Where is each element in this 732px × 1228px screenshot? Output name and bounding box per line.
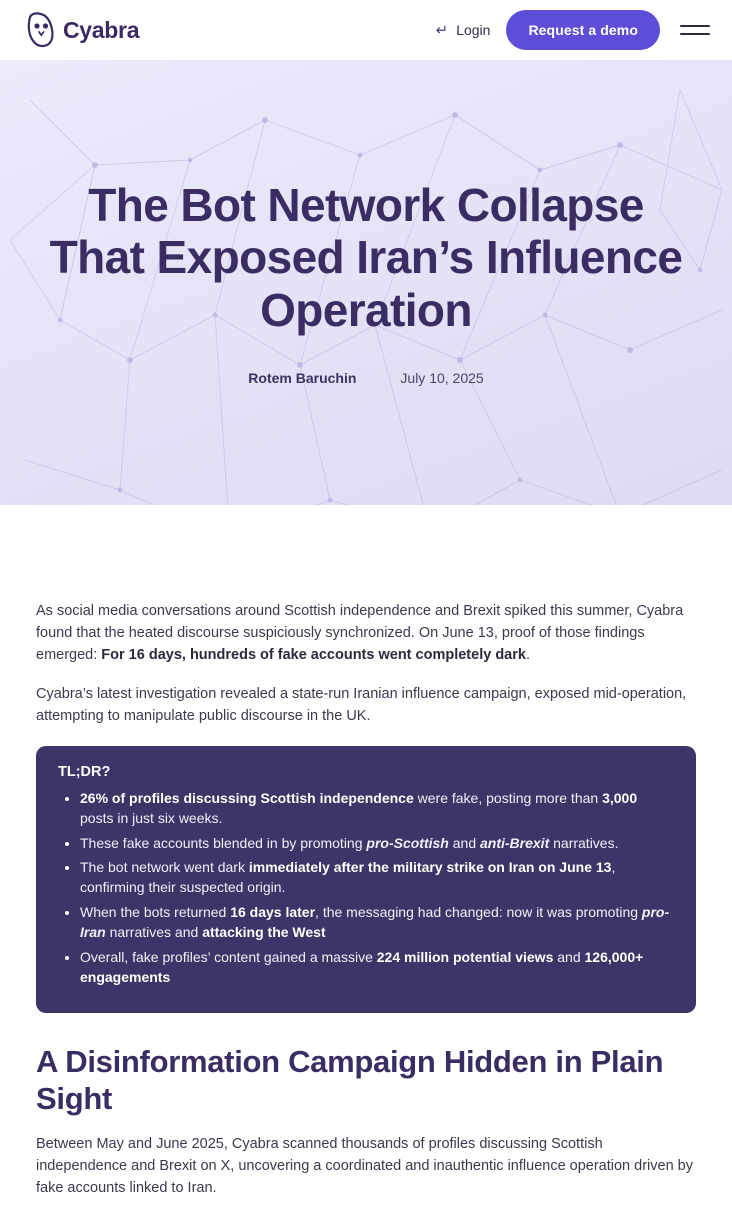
- logo[interactable]: [26, 11, 139, 49]
- article-date: July 10, 2025: [400, 370, 484, 387]
- article-meta: [28, 370, 704, 386]
- list-item: [58, 948, 674, 988]
- article-body: [0, 505, 732, 1228]
- page-title: The Bot Network Collapse That Exposed Iran’s Influence Operation: [49, 178, 683, 336]
- intro-p1-pre: As social media conversations around Scottish independence and Brexit spiked this summer, Cyabra found that the heated discourse suspiciously synchronized. On June 13, proof of those findings emerged:: [36, 603, 684, 663]
- list-item: [58, 858, 674, 898]
- request-demo-button[interactable]: Request a demo: [506, 10, 660, 50]
- hamburger-menu-icon[interactable]: [680, 19, 710, 41]
- tldr-1-i1: pro-Scottish: [366, 834, 449, 851]
- tldr-3-b1: 16 days later: [230, 904, 316, 921]
- tldr-0-t2: posts in just six weeks.: [80, 809, 223, 826]
- tldr-0-t1: were fake, posting more than: [413, 789, 603, 806]
- login-link[interactable]: Login: [456, 22, 491, 38]
- section-paragraph-1: Between May and June 2025, Cyabra scanned thousands of profiles discussing Scottish independence and Brexit on X, uncovering a coordinated and inauthentic influence operation driven by fake accounts linked to Iran.: [36, 1136, 693, 1196]
- tldr-title: TL;DR?: [58, 763, 111, 780]
- tldr-3-t2: , the messaging had changed: now it was promoting: [315, 904, 642, 921]
- section-heading: A Disinformation Campaign Hidden in Plain Sight: [36, 1043, 664, 1117]
- tldr-4-t1: Overall, fake profiles’ content gained a massive: [80, 948, 377, 965]
- tldr-4-b1: 224 million potential views: [376, 948, 554, 965]
- tldr-3-t1: When the bots returned: [80, 904, 231, 921]
- tldr-1-t2: and: [448, 834, 480, 851]
- tldr-1-t1: These fake accounts blended in by promoting: [80, 834, 367, 851]
- tldr-4-b2: 126,000+ engagements: [80, 948, 644, 985]
- intro-p1-bold: For 16 days, hundreds of fake accounts went completely dark: [101, 646, 526, 663]
- site-header: [0, 0, 732, 60]
- tldr-list: [58, 789, 674, 988]
- tldr-0-b2: 3,000: [602, 789, 638, 806]
- tldr-4-t2: and: [553, 948, 585, 965]
- hero-section: [0, 60, 732, 505]
- login-group[interactable]: [436, 22, 491, 38]
- article-author: Rotem Baruchin: [248, 370, 357, 387]
- tldr-2-t2: , confirming their suspected origin.: [80, 859, 616, 896]
- arrow-enter-icon: ↵: [435, 21, 449, 39]
- list-item: [58, 834, 674, 854]
- tldr-3-i1: pro-Iran: [80, 904, 670, 940]
- tldr-3-b2: attacking the West: [202, 924, 326, 940]
- tldr-1-t3: narratives.: [549, 834, 619, 851]
- list-item: [58, 789, 674, 829]
- tldr-2-t1: The bot network went dark: [80, 859, 249, 876]
- intro-p1-post: .: [525, 646, 530, 663]
- intro-paragraph-2: Cyabra’s latest investigation revealed a state-run Iranian influence campaign, exposed mid-operation, attempting to manipulate public discourse in the UK.: [36, 686, 687, 724]
- header-actions: [436, 10, 710, 50]
- tldr-3-t3: narratives and: [105, 924, 203, 940]
- list-item: [58, 903, 674, 943]
- tldr-1-i2: anti-Brexit: [480, 834, 550, 851]
- tldr-0-b1: 26% of profiles discussing Scottish independence: [80, 789, 414, 806]
- logo-text: Cyabra: [63, 16, 140, 43]
- tldr-2-b1: immediately after the military strike on Iran on June 13: [248, 859, 612, 876]
- owl-logo-icon: [26, 11, 56, 49]
- tldr-callout: [36, 746, 696, 1013]
- intro-paragraph-1: [36, 601, 696, 666]
